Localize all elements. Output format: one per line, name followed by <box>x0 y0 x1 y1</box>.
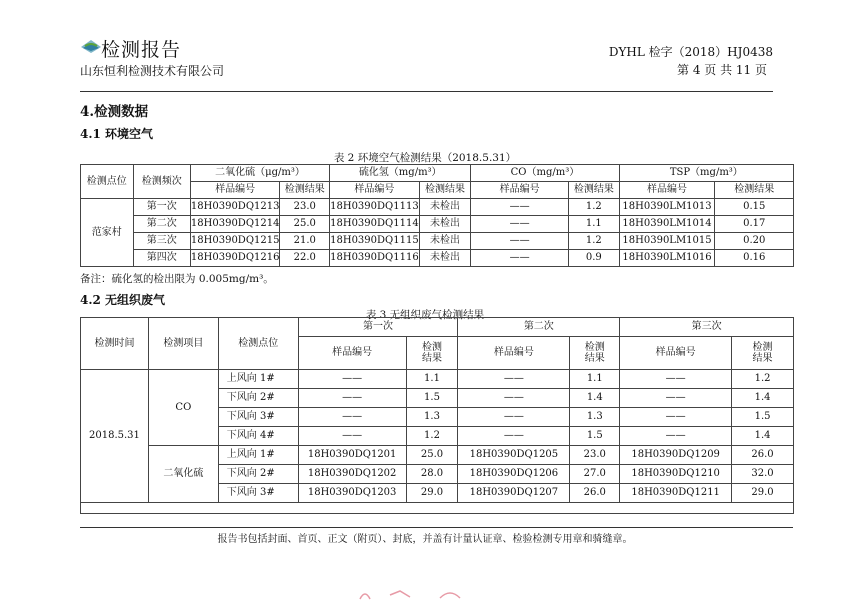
result-value: 25.0 <box>406 446 458 465</box>
header-divider <box>80 91 773 92</box>
section-heading-4: 4.检测数据 <box>80 104 149 120</box>
h2s-result: 未检出 <box>419 199 471 216</box>
subheader-result <box>570 337 620 370</box>
result-value: 28.0 <box>406 465 458 484</box>
co-sample-id: —— <box>471 199 569 216</box>
point-cell: 下风向 2# <box>218 465 298 484</box>
frequency-cell: 第一次 <box>133 199 190 216</box>
result-label-b: 结果 <box>584 353 605 364</box>
so2-result: 22.0 <box>280 250 330 267</box>
result-label-b: 结果 <box>422 353 442 364</box>
subheader-result: 检测结果 <box>569 182 620 199</box>
h2s-sample-id: 18H0390DQ1113 <box>330 199 420 216</box>
tsp-sample-id: 18H0390LM1013 <box>619 199 715 216</box>
table-row <box>81 233 794 250</box>
point-cell: 下风向 4# <box>218 427 298 446</box>
table-spacer-row <box>81 503 794 514</box>
frequency-cell: 第三次 <box>133 233 190 250</box>
sample-id: —— <box>620 389 732 408</box>
sample-id: 18H0390DQ1205 <box>458 446 570 465</box>
sample-id: —— <box>298 427 406 446</box>
co-result: 1.1 <box>569 216 620 233</box>
tsp-sample-id: 18H0390LM1016 <box>619 250 715 267</box>
result-value: 1.5 <box>406 389 458 408</box>
table-row <box>81 250 794 267</box>
subheader-result <box>732 337 794 370</box>
result-label-a: 检测 <box>422 341 442 353</box>
result-value: 26.0 <box>732 446 794 465</box>
frequency-cell: 第二次 <box>133 216 190 233</box>
sample-id: 18H0390DQ1207 <box>458 484 570 503</box>
co-sample-id: —— <box>471 216 569 233</box>
fugitive-emission-table <box>80 317 794 514</box>
tsp-result: 0.20 <box>715 233 794 250</box>
co-result: 1.2 <box>569 233 620 250</box>
result-value: 1.1 <box>570 370 620 389</box>
section-heading-4-2: 4.2 无组织废气 <box>80 293 166 307</box>
subheader-result: 检测结果 <box>419 182 471 199</box>
h2s-sample-id: 18H0390DQ1115 <box>330 233 420 250</box>
sample-id: —— <box>620 427 732 446</box>
company-logo-icon <box>80 38 102 54</box>
subheader-sample: 样品编号 <box>471 182 569 199</box>
subheader-result: 检测结果 <box>280 182 330 199</box>
h2s-result: 未检出 <box>419 250 471 267</box>
h2s-result: 未检出 <box>419 233 471 250</box>
sample-id: 18H0390DQ1206 <box>458 465 570 484</box>
sample-id: —— <box>458 389 570 408</box>
seal-stamp-icon <box>340 585 500 600</box>
subheader-result <box>406 337 458 370</box>
result-value: 29.0 <box>732 484 794 503</box>
header-round-1: 第一次 <box>298 318 458 337</box>
page-indicator: 第 4 页 共 11 页 <box>677 63 767 77</box>
result-value: 26.0 <box>570 484 620 503</box>
item-cell-so2: 二氧化硫 <box>148 446 218 503</box>
result-value: 1.4 <box>732 427 794 446</box>
so2-sample-id: 18H0390DQ1213 <box>190 199 280 216</box>
document-number: DYHL 检字（2018）HJ0438 <box>608 45 773 59</box>
result-label-a: 检测 <box>752 341 773 353</box>
point-cell: 上风向 1# <box>218 446 298 465</box>
tsp-result: 0.15 <box>715 199 794 216</box>
footer-divider <box>80 527 793 528</box>
header-round-3: 第三次 <box>620 318 794 337</box>
result-value: 1.2 <box>732 370 794 389</box>
table-row <box>81 199 794 216</box>
sample-id: —— <box>298 408 406 427</box>
result-value: 1.3 <box>406 408 458 427</box>
ambient-air-table <box>80 164 794 267</box>
h2s-sample-id: 18H0390DQ1116 <box>330 250 420 267</box>
table2-caption: 表 2 环境空气检测结果（2018.5.31） <box>333 152 517 164</box>
h2s-sample-id: 18H0390DQ1114 <box>330 216 420 233</box>
table-row <box>81 216 794 233</box>
result-label-a: 检测 <box>584 341 605 353</box>
h2s-result: 未检出 <box>419 216 471 233</box>
result-value: 1.4 <box>732 389 794 408</box>
result-value: 29.0 <box>406 484 458 503</box>
sample-id: 18H0390DQ1209 <box>620 446 732 465</box>
subheader-result: 检测结果 <box>715 182 794 199</box>
company-name: 山东恒利检测技术有限公司 <box>80 64 225 78</box>
subheader-sample: 样品编号 <box>298 337 406 370</box>
sample-id: —— <box>298 389 406 408</box>
point-cell: 下风向 3# <box>218 408 298 427</box>
sample-id: 18H0390DQ1201 <box>298 446 406 465</box>
co-sample-id: —— <box>471 250 569 267</box>
co-result: 1.2 <box>569 199 620 216</box>
co-sample-id: —— <box>471 233 569 250</box>
point-cell: 下风向 2# <box>218 389 298 408</box>
sample-id: 18H0390DQ1203 <box>298 484 406 503</box>
so2-sample-id: 18H0390DQ1214 <box>190 216 280 233</box>
result-value: 23.0 <box>570 446 620 465</box>
result-value: 1.5 <box>732 408 794 427</box>
subheader-sample: 样品编号 <box>458 337 570 370</box>
frequency-cell: 第四次 <box>133 250 190 267</box>
tsp-result: 0.16 <box>715 250 794 267</box>
result-value: 1.1 <box>406 370 458 389</box>
subheader-sample: 样品编号 <box>620 337 732 370</box>
tsp-sample-id: 18H0390LM1014 <box>619 216 715 233</box>
table-row <box>81 370 794 389</box>
header-co: CO（mg/m³） <box>471 165 619 182</box>
result-value: 32.0 <box>732 465 794 484</box>
sample-id: —— <box>298 370 406 389</box>
so2-result: 23.0 <box>280 199 330 216</box>
result-value: 27.0 <box>570 465 620 484</box>
footer-note: 报告书包括封面、首页、正文（附页）、封底，并盖有计量认证章、检验检测专用章和骑缝章。 <box>217 534 633 545</box>
sample-id: —— <box>620 370 732 389</box>
point-cell: 上风向 1# <box>218 370 298 389</box>
co-result: 0.9 <box>569 250 620 267</box>
sample-id: 18H0390DQ1202 <box>298 465 406 484</box>
date-cell: 2018.5.31 <box>81 370 149 503</box>
result-value: 1.4 <box>570 389 620 408</box>
sample-id: 18H0390DQ1210 <box>620 465 732 484</box>
subheader-sample: 样品编号 <box>619 182 715 199</box>
table3-caption: 表 3 无组织废气检测结果 <box>365 309 485 321</box>
header-tsp: TSP（mg/m³） <box>619 165 793 182</box>
result-value: 1.5 <box>570 427 620 446</box>
header-time: 检测时间 <box>81 318 149 370</box>
so2-result: 21.0 <box>280 233 330 250</box>
subheader-sample: 样品编号 <box>330 182 420 199</box>
sample-id: —— <box>458 408 570 427</box>
location-cell: 范家村 <box>81 199 134 267</box>
header-h2s: 硫化氢（mg/m³） <box>330 165 471 182</box>
so2-result: 25.0 <box>280 216 330 233</box>
sample-id: —— <box>620 408 732 427</box>
table-bottom-spacer <box>81 503 794 514</box>
result-label-b: 结果 <box>752 353 773 364</box>
section-heading-4-1: 4.1 环境空气 <box>80 127 154 141</box>
sample-id: 18H0390DQ1211 <box>620 484 732 503</box>
result-value: 1.3 <box>570 408 620 427</box>
tsp-sample-id: 18H0390LM1015 <box>619 233 715 250</box>
tsp-result: 0.17 <box>715 216 794 233</box>
header-point: 检测点位 <box>218 318 298 370</box>
item-cell-co: CO <box>148 370 218 446</box>
so2-sample-id: 18H0390DQ1216 <box>190 250 280 267</box>
table2-note: 备注：硫化氢的检出限为 0.005mg/m³。 <box>80 273 274 285</box>
header-so2: 二氧化硫（μg/m³） <box>190 165 329 182</box>
so2-sample-id: 18H0390DQ1215 <box>190 233 280 250</box>
header-frequency: 检测频次 <box>133 165 190 199</box>
header-point: 检测点位 <box>81 165 134 199</box>
table-row <box>81 446 794 465</box>
result-value: 1.2 <box>406 427 458 446</box>
subheader-sample: 样品编号 <box>190 182 280 199</box>
header-round-2: 第二次 <box>458 318 620 337</box>
header-item: 检测项目 <box>148 318 218 370</box>
report-title: 检测报告 <box>101 39 182 61</box>
sample-id: —— <box>458 370 570 389</box>
point-cell: 下风向 3# <box>218 484 298 503</box>
sample-id: —— <box>458 427 570 446</box>
